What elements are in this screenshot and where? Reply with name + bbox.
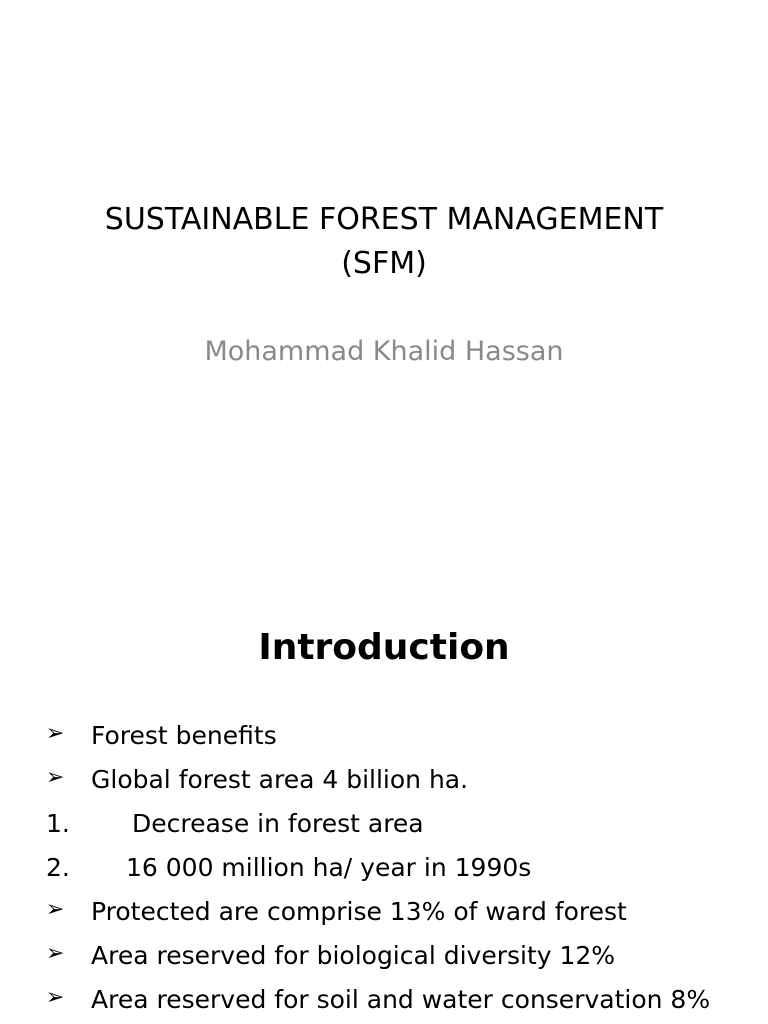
list-item-text: Protected are comprise 13% of ward forest	[91, 897, 627, 926]
arrow-bullet-icon: ➢	[46, 897, 65, 922]
list-item	[0, 758, 768, 802]
author-name: Mohammad Khalid Hassan	[204, 336, 564, 367]
list-item	[0, 978, 768, 1022]
list-item-text: Area reserved for biological diversity 12%	[91, 941, 616, 970]
title-line-2: (SFM)	[341, 246, 427, 281]
list-item-text: 16 000 million ha/ year in 1990s	[126, 853, 532, 882]
list-item-text: Forest benefits	[91, 721, 277, 750]
presentation-title	[40, 198, 728, 286]
list-number: 1.	[46, 809, 70, 838]
arrow-bullet-icon: ➢	[46, 765, 65, 790]
title-line-1: SUSTAINABLE FOREST MANAGEMENT	[104, 202, 664, 237]
arrow-bullet-icon: ➢	[46, 985, 65, 1010]
arrow-bullet-icon: ➢	[46, 721, 65, 746]
introduction-slide	[0, 576, 768, 1024]
list-item	[0, 934, 768, 978]
list-item	[0, 714, 768, 758]
list-item-text: Global forest area 4 billion ha.	[91, 765, 469, 794]
list-item	[0, 890, 768, 934]
bullet-list	[0, 714, 768, 1022]
list-item	[0, 846, 768, 890]
list-item-text: Decrease in forest area	[132, 809, 424, 838]
arrow-bullet-icon: ➢	[46, 941, 65, 966]
list-item-text: Area reserved for soil and water conservation 8%	[91, 985, 711, 1014]
list-item	[0, 802, 768, 846]
list-number: 2.	[46, 853, 70, 882]
introduction-heading: Introduction	[258, 627, 510, 668]
